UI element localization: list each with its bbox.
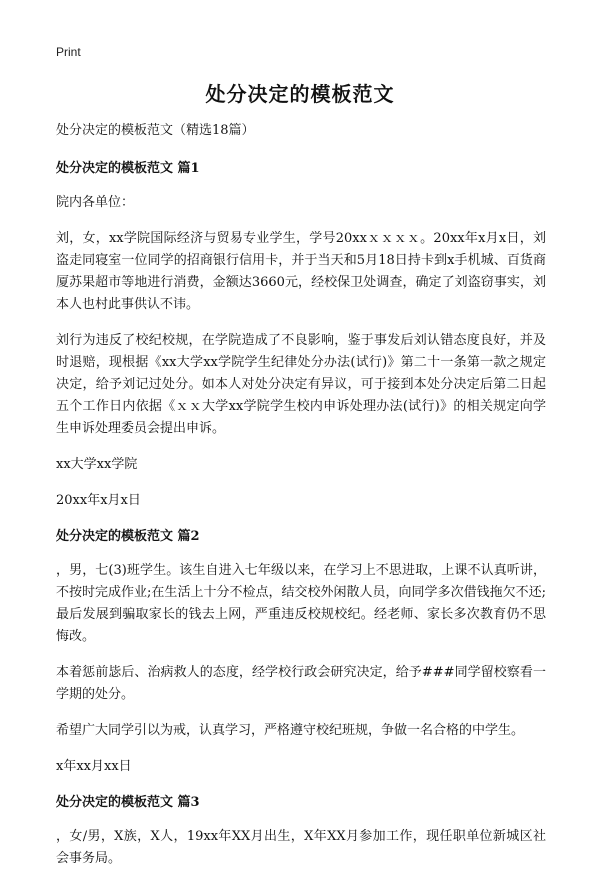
paragraph: 本着惩前毖后、治病救人的态度，经学校行政会研究决定，给予###同学留校察看一学期的处分。 [56, 665, 546, 702]
section-1 [56, 158, 546, 512]
signature-date: 20xx年x月x日 [56, 493, 141, 508]
section-2 [56, 526, 546, 778]
page-title: 处分决定的模板范文 [205, 82, 395, 106]
document-subtitle: 处分决定的模板范文（精选18篇） [56, 123, 255, 138]
section-heading: 处分决定的模板范文 篇1 [56, 161, 200, 176]
section-heading: 处分决定的模板范文 篇2 [56, 529, 200, 544]
paragraph: ，男，七(3)班学生。该生自进入七年级以来，在学习上不思进取，上课不认真听讲，不按时完成作业;在生活上十分不检点，结交校外闲散人员，向同学多次借钱拖欠不还;最后发展到骗取家长的钱去上网，严重违反校规校纪。经老师、家长多次教育仍不思悔改。 [56, 563, 546, 644]
salutation: 院内各单位： [56, 195, 135, 210]
paragraph: 刘，女，xx学院国际经济与贸易专业学生，学号20xxｘｘｘｘ。20xx年x月x日，刘盗走同寝室一位同学的招商银行信用卡，并于当天和5月18日持卡到x手机城、百货商厦苏果超市等地进行消费，金额达3660元，经校保卫处调查，确定了刘盗窃事实，刘本人也村此事供认不讳。 [56, 231, 546, 312]
section-heading: 处分决定的模板范文 篇3 [56, 795, 200, 810]
paragraph: ，女/男，X族，X人，19xx年XX月出生，X年XX月参加工作，现任职单位新城区社会事务局。 [56, 829, 546, 866]
signature-date: x年xx月xx日 [56, 759, 132, 774]
signature-org: xx大学xx学院 [56, 457, 138, 472]
section-3 [56, 792, 546, 870]
paragraph: 刘行为违反了校纪校规，在学院造成了不良影响，鉴于事发后刘认错态度良好，并及时退赔，现根据《xx大学xx学院学生纪律处分办法(试行)》第二十一条第一款之规定决定，给予刘记过处分。如本人对处分决定有异议，可于接到本处分决定后第二日起五个工作日内依据《ｘｘ大学xx学院学生校内申诉处理办法(试行)》的相关规定向学生申诉处理委员会提出申诉。 [56, 333, 546, 436]
document-body [56, 120, 546, 884]
paragraph: 希望广大同学引以为戒，认真学习，严格遵守校纪班规，争做一名合格的中学生。 [56, 723, 525, 738]
print-link[interactable]: Print [56, 45, 81, 59]
